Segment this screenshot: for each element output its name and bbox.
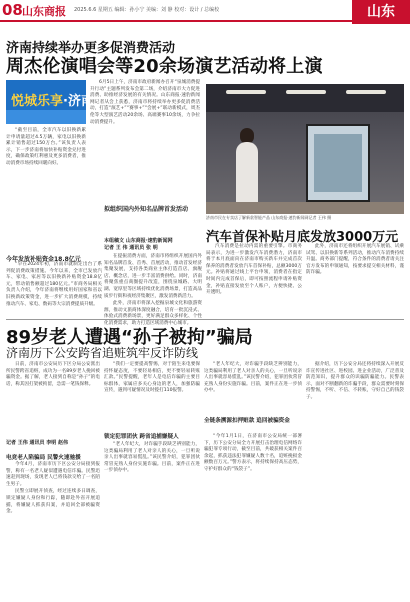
- story1-byline: [104, 238, 173, 252]
- photo-ceiling: [206, 84, 404, 112]
- story3-column-g: [306, 362, 404, 598]
- story1-byline-1: 本组稿文 山东商报·速豹新闻网: [104, 238, 173, 244]
- store-photo: [206, 84, 404, 214]
- story3-column-e: [204, 362, 302, 418]
- story3-body-2: 民警立即展开侦查，经过连续多日调查，锁定嫌疑人身份和行踪，随即赴外省开展追捕，将嫌疑人抓获归案，并追回全部被骗资金。: [6, 489, 100, 515]
- photo-display-inner: [314, 134, 362, 192]
- story1-body-4: 此外，济南市将深入挖掘泉城文化和旅游资源，推动文旅商体深度融合，培育一批沉浸式、体验式消费新场景，更好满足群众多样化、个性化消费需求，助力打造区域消费中心城市。: [104, 301, 202, 326]
- story3-body-3: “我们一定要提高警惕，对于陌生来电要保持怀疑态度，不要轻易相信，更不要轻易转账汇款。”民警提醒，老年人是电信诈骗的主要目标群体，家属应多关心身边的老人，加强防骗宣传，遇到可疑情况及时拨打110报警。: [104, 362, 200, 394]
- story3-lead: 日前，济南市公安局历下区分局公安派出所民警跨省追赃，成功为一名89岁老人挽回被骗资金。据了解，老人接到自称是“孙子”的电话，称其因打架被拘留，急需一笔钱保释。: [6, 362, 100, 387]
- photo-light: [286, 90, 326, 94]
- promo-stripe: [6, 110, 86, 124]
- section-tab: 山东: [352, 0, 410, 24]
- promo-text-a: 悦城乐享: [11, 94, 64, 109]
- story1-subhead-1: 今年发放补贴资金18.8亿元: [6, 256, 81, 263]
- story1-byline-2: 记者 王 伟 通讯员 张 明: [104, 245, 158, 251]
- promo-text-b: ·济南: [63, 94, 94, 109]
- issue-info: 2025.6.6 星期五 编辑：孙小宁 美编：刘 静 校对：设计 / 总编校: [74, 7, 220, 13]
- story3-subhead-2: 锁定犯罪团伙 跨省追捕嫌疑人: [104, 434, 179, 440]
- story3-body-4b: “老人年纪大，对诈骗手段缺乏辨别能力，这类骗局利用了老人对亲人的关心，一旦听说亲人出事就容易慌乱。”该民警介绍，犯罪团伙常冒充熟人身份实施诈骗。目前，案件正在进一步侦办中。: [204, 362, 302, 394]
- page-number: 08: [2, 1, 23, 19]
- story2-body-b: 此外，济南市还将组织开展汽车展销、试乘试驾、以旧换新等系列活动，推动汽车消费持续升温。商务部门提醒，符合条件的消费者请关注官方发布的申领通知，按要求提交相关材料，谨防诈骗。: [306, 244, 404, 276]
- promo-banner: [6, 80, 94, 124]
- story1-subhead-2: 拟组织国内外知名品牌首发活动: [104, 206, 189, 213]
- story3-subheadline: 济南历下公安跨省追赃筑牢反诈防线: [6, 346, 199, 360]
- photo-light: [226, 90, 266, 94]
- photo-light: [346, 90, 386, 94]
- photo-caption: 济南市民在专卖店了解新款智能产品 山东商报·速豹新闻网记者 王伟 摄: [206, 215, 332, 220]
- story2-column-b: [306, 244, 404, 318]
- story2-column-a: [206, 244, 302, 318]
- promo-text: [11, 90, 94, 109]
- story1-lead-column: [90, 80, 200, 240]
- story3-byline: 记者 王伟 通讯员 李明 赵伟: [6, 440, 68, 446]
- story1-body-3: 在提振消费方面，济南市将组织开展国内外知名品牌首发、首秀、首展活动，推动首发经济集聚发展，支持各类商业主体打造首店、旗舰店、概念店，进一步丰富消费供给。同时，济南将聚焦重点商圈提升改造，围绕泉城路、大明湖、宽厚里等区域持续优化消费场景，打造高品质步行街和夜经济集聚区，激发消费新活力。: [104, 254, 202, 299]
- photo-floor: [206, 202, 404, 214]
- section-divider: [6, 319, 404, 320]
- story1-lead: 6月5日上午，济南市政府新闻办召开“泉城消费提升行动”主题系列发布会第二场，介绍济南市大力促进消费、助推经济发展的有关情况。山东商报·速豹新闻网记者从会上获悉，济南市将持续举办更多促消费活动，打造“演艺+”“赛事+”“会展+”联动新模式，周杰伦等大型演艺活动20余场、高端赛事10余场，力争拉动消费提升。: [90, 80, 200, 125]
- story3-body-5: “今年1月1日，在济南市公安局统一部署下，历下公安分局全力开展打击治理电信网络诈骗犯罪专项行动，截至目前，共破获相关案件百余起，抓获违法犯罪嫌疑人数十名，追赃挽损金额数百万元。”警方表示，将持续保持高压态势，守护好群众的“钱袋子”。: [204, 434, 302, 472]
- story1-body-2: “截至目前，全市汽车以旧换新累计申请量超过4.5万辆，家电以旧换新累计销售超过150万台。”该负责人表示，下一步济南将加快补贴资金兑付进度，确保政策红利惠及更多消费者，推动消费市场持续回暖向好。: [6, 128, 86, 166]
- story3-headline: 89岁老人遭遇“孙子被拘”骗局: [6, 327, 253, 348]
- story1-headline: 周杰伦演唱会等20余场演艺活动将上演: [6, 56, 323, 77]
- story1-body-1: “早在2024年初，济南市就制定出台了系列促消费政策措施。今年以来，全市已发放汽车、家电、家居等以旧换新补贴资金18.8亿元，带动销售额超过180亿元。”市商务局相关负责人介绍，今年济南将继续用好国家和省以旧换新政策资金，进一步扩大消费规模，持续推动汽车、家电、数码等大宗消费提质升级。: [6, 262, 102, 307]
- story3-column-a: [6, 362, 100, 436]
- story1-column-c: [104, 254, 202, 326]
- story3-subhead: 电竞老人陷骗局 民警火速驰援: [6, 455, 81, 461]
- story3-body-1: 今年4月，济南市历下区公安分局接到报警，称有一名老人疑似遭遇电信诈骗。民警迅速赶到现场，发现老人已将钱款交给了一名陌生男子。: [6, 462, 100, 487]
- story2-body: 汽车消费是拉动内需的重要引擎。市商务局表示，为进一步激发汽车消费潜力，济南市将于本月底面向在济南市购买新车并完成首次保养的消费者发放汽车首保补贴，总额3000万元。补贴将通过线上平台申领，消费者在指定时间内完成首保后，即可按照流程申请补贴资金，补贴直接发放至个人账户，方便快捷、公开透明。: [206, 244, 302, 296]
- story2-headline: 汽车首保补贴月底发放3000万元: [206, 230, 399, 245]
- masthead-bar: [0, 0, 410, 22]
- story1-column-b: [6, 262, 102, 318]
- story1-column-a: [6, 128, 86, 238]
- paper-logo: 山东商报: [22, 5, 66, 18]
- story3-body-6: 据介绍，历下公安分局还将持续深入开展反诈宣传进社区、进校园、进企业活动，广泛普及防范知识，提升群众的识骗防骗能力。民警表示，面对不断翻新的诈骗手段，群众需要时刻保持警惕，不听、不信、不转账，守好自己的钱袋子。: [306, 362, 404, 400]
- story3-body-4: “老人年纪大，对诈骗手段缺乏辨别能力，这类骗局利用了老人对亲人的关心，一旦听说亲人出事就容易慌乱。”该民警介绍，犯罪团伙常冒充熟人身份实施诈骗。目前，案件正在进一步侦办中。: [104, 442, 200, 474]
- story3-column-f: [204, 434, 302, 598]
- photo-display: [306, 124, 370, 202]
- story3-column-d: [104, 442, 200, 598]
- story3-subhead-3: 全链条溯源扣押赃款 追回被骗资金: [204, 418, 290, 424]
- story1-kicker: 济南持续举办更多促消费活动: [6, 41, 176, 56]
- story3-column-b: [6, 462, 100, 598]
- story3-column-c: [104, 362, 200, 430]
